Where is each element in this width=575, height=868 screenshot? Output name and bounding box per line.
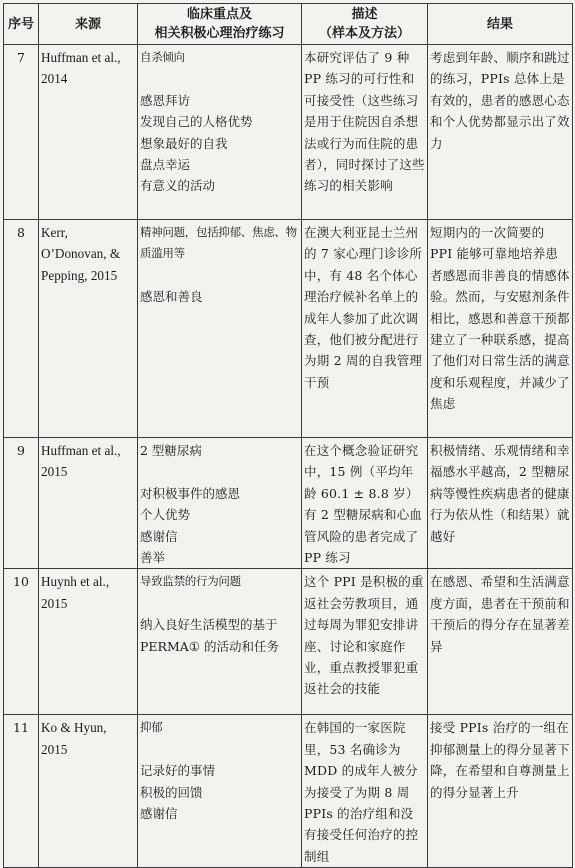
header-index: 序号 — [4, 4, 39, 45]
exercise-item: 发现自己的人格优势 — [140, 114, 253, 130]
exercise-item: 盘点幸运 — [140, 157, 191, 173]
row-index: 7 — [4, 45, 39, 220]
exercise-item: 感恩和善良 — [140, 289, 203, 305]
row-index: 11 — [4, 715, 39, 868]
row-source: Ko & Hyun, 2015 — [39, 715, 138, 868]
row-source: Huynh et al., 2015 — [39, 569, 138, 715]
ppi-studies-table — [3, 3, 573, 868]
row-focus — [138, 45, 302, 220]
header-focus-line1: 临床重点及 — [186, 7, 252, 22]
table-row — [4, 45, 573, 220]
row-description: 这个 PPI 是积极的重返社会劳教项目，通过每周为罪犯安排讲座、讨论和家庭作业，重点教授罪犯重返社会的技能 — [302, 569, 428, 715]
row-result: 短期内的一次简要的 PPI 能够可靠地培养患者感恩而非善良的情感体验。然而，与安慰剂条件相比，感恩和善意干预都建立了一种联系感，提高了他们对日常生活的满意度和乐观程度，并减少了焦虑 — [428, 220, 573, 438]
clinical-topic: 抑郁 — [140, 720, 163, 735]
row-focus — [138, 715, 302, 868]
exercise-item: 纳入良好生活模型的基于 PERMA① 的活动和任务 — [140, 617, 279, 654]
exercise-item: 想象最好的自我 — [140, 135, 228, 151]
exercise-item: 个人优势 — [140, 507, 191, 523]
header-description-line2: （样本及方法） — [318, 26, 410, 41]
row-source: Kerr, O’Donovan, & Pepping, 2015 — [39, 220, 138, 438]
row-result: 在感恩、希望和生活满意度方面，患者在干预前和干预后的得分存在显著差异 — [428, 569, 573, 715]
row-focus — [138, 220, 302, 438]
exercise-item: 善举 — [140, 550, 166, 566]
clinical-topic: 精神问题，包括抑郁、焦虑、物质滥用等 — [140, 225, 297, 261]
header-source: 来源 — [39, 4, 138, 45]
table-row — [4, 569, 573, 715]
row-result: 考虑到年龄、顺序和跳过的练习，PPIs 总体上是有效的，患者的感恩心态和个人优势都显示出了效力 — [428, 45, 573, 220]
row-source: Huffman et al., 2015 — [39, 438, 138, 569]
row-index: 9 — [4, 438, 39, 569]
header-result: 结果 — [428, 4, 573, 45]
exercise-item: 有意义的活动 — [140, 178, 216, 194]
row-index: 8 — [4, 220, 39, 438]
row-focus — [138, 569, 302, 715]
clinical-topic: 导致监禁的行为问题 — [140, 574, 241, 589]
row-index: 10 — [4, 569, 39, 715]
exercise-item: 感谢信 — [140, 806, 178, 822]
row-description: 本研究评估了 9 种 PP 练习的可行性和可接受性（这些练习是用于住院因自杀想法或行为而住院的患者），同时探讨了这些练习的相关影响 — [302, 45, 428, 220]
exercise-item: 感恩拜访 — [140, 92, 191, 108]
table-row — [4, 715, 573, 868]
exercise-item: 感谢信 — [140, 528, 178, 544]
exercise-item: 对积极事件的感恩 — [140, 485, 241, 501]
row-description: 在韩国的一家医院里，53 名确诊为 MDD 的成年人被分为接受了为期 8 周 PPIs 的治疗组和没有接受任何治疗的控制组 — [302, 715, 428, 868]
row-source: Huffman et al., 2014 — [39, 45, 138, 220]
row-result: 接受 PPIs 治疗的一组在抑郁测量上的得分显著下降，在希望和自尊测量上的得分显著上升 — [428, 715, 573, 868]
row-description: 在这个概念验证研究中，15 例（平均年龄 60.1 ± 8.8 岁）有 2 型糖尿病和心血管风险的患者完成了 PP 练习 — [302, 438, 428, 569]
header-description — [302, 4, 428, 45]
table-row — [4, 438, 573, 569]
table-header-row — [4, 4, 573, 45]
clinical-topic: 自杀倾向 — [140, 50, 185, 64]
header-focus-line2: 相关积极心理治疗练习 — [154, 26, 285, 41]
exercise-item: 积极的回馈 — [140, 784, 203, 800]
exercise-item: 记录好的事情 — [140, 763, 216, 779]
table-row — [4, 220, 573, 438]
clinical-topic: 2 型糖尿病 — [140, 443, 202, 458]
header-description-line1: 描述 — [351, 7, 378, 22]
header-focus — [138, 4, 302, 45]
row-focus — [138, 438, 302, 569]
row-result: 积极情绪、乐观情绪和幸福感水平越高，2 型糖尿病等慢性疾病患者的健康行为依从性（和结果）就越好 — [428, 438, 573, 569]
row-description: 在澳大利亚昆士兰州的 7 家心理门诊诊所中，有 48 名个体心理治疗候补名单上的成年人参加了此次调查，他们被分配进行为期 2 周的自我管理干预 — [302, 220, 428, 438]
